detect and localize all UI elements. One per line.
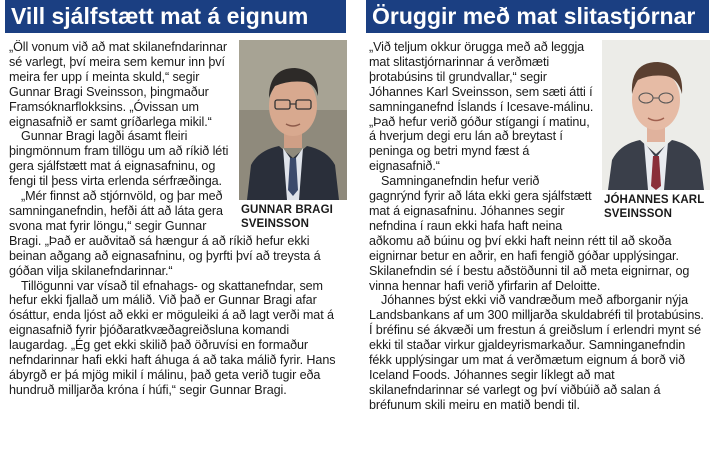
left-photo-caption [239, 200, 347, 231]
left-headline: Vill sjálfstætt mat á eignum [5, 0, 346, 33]
right-headline: Öruggir með mat slitastjórnar [366, 0, 709, 33]
right-paragraph-3: Jóhannes býst ekki við vandræðum með afborganir nýja Landsbankans af um 300 milljarða skuldabréfi til þrotabúsins. Í bréfinu sé ákvæði um frestun á greiðslum í erlendri mynt sé ekki til staðar virkur gjaldeyrismarkaður. Samninganefndin fékk upplýsingar um mat á verðmætum eignum á borð við Iceland Foods. Jóhannes segir líklegt að mat skilanefndarinnar sé varlegt og því viðbúið að salan á bréfunum skili meiru en matið bendi til. [369, 293, 704, 412]
left-caption-line-2: SVEINSSON [241, 218, 310, 230]
left-caption-line-1: GUNNAR BRAGI [241, 204, 333, 216]
left-paragraph-2: Gunnar Bragi lagði ásamt fleiri þingmönnum fram tillögu um að ríkið léti gera sjálfstætt mat á eignasafninu, og fengi til þess virta erlenda sérfræðinga. [9, 129, 229, 189]
portrait-johannes-karl [602, 40, 710, 190]
left-photo-box [239, 40, 347, 231]
right-paragraph-2: Samninganefndin hefur verið gagnrýnd fyrir að láta ekki gera sjálfstætt mat á eignasafninu. Jóhannes segir nefndina í raun ekki hafa haft neina aðkomu að búinu og því ekki haft neinn rétt til að skoða eignirnar betur en aðrir, en hafi fengið góðar upplýsingar. Skilanefndin sé í bestu aðstöðunni til að meta eignirnar, og vinna hennar hafi verið yfirfarin af Deloitte. [369, 174, 690, 293]
portrait-illustration [239, 40, 347, 200]
right-article-body [363, 33, 713, 413]
left-paragraph-4: Tillögunni var vísað til efnahags- og skattanefndar, sem hefur ekki fjallað um málið. Við það er Gunnar Bragi afar ósáttur, enda ljóst að ekki er möguleiki á að lagt verði mat á eignasafnið fyrir þjóðaratkvæðagreiðsluna komandi laugardag. „Ég get ekki skilið það öðruvísi en formaður nefndarinnar hafi ekki haft áhuga á að taka málið fyrir. Hans ábyrgð er þá mjög mikil í málinu, það geta verið tugir eða hundruð milljarða króna í húfi,“ segir Gunnar Bragi. [9, 278, 336, 397]
right-caption-line-2: SVEINSSON [604, 208, 673, 220]
portrait-gunnar-bragi [239, 40, 347, 200]
right-article [363, 0, 713, 413]
right-photo-box [602, 40, 710, 221]
portrait-illustration [602, 40, 710, 190]
column-divider [352, 0, 354, 449]
right-photo-caption [602, 190, 710, 221]
left-article-body [0, 33, 350, 398]
right-caption-line-1: JÓHANNES KARL [604, 194, 705, 206]
right-paragraph-1: „Við teljum okkur örugga með að leggja mat slitastjórnarinnar á verðmæti þrotabúsins til grundvallar,“ segir Jóhannes Karl Sveinsson, sem sæti átti í samninganefnd Íslands í Icesave-málinu. „Það hefur verið góður stígangi í matinu, á hverjum degi eru lán að breytast í peninga og betri mynd fæst á eignasafnið.“ [369, 40, 594, 174]
left-article [0, 0, 350, 398]
left-paragraph-3: „Mér finnst að stjórnvöld, og þar með samninganefndin, hefði átt að láta gera svona mat fyrir löngu,“ segir Gunnar Bragi. „Það er auðvitað sá hængur á að ríkið hefur ekki beinan aðgang að eignasafninu, og þyrfti því að treysta á góðan vilja skilanefndarinnar.“ [9, 189, 321, 278]
left-paragraph-1: „Öll vonum við að mat skilanefndarinnar sé varlegt, því meira sem kemur inn því meira fer upp í meinta skuld,“ segir Gunnar Bragi Sveinsson, þingmaður Framsóknarflokksins. „Óvissan um eignasafnið er samt gríðarlega mikil.“ [9, 40, 227, 129]
